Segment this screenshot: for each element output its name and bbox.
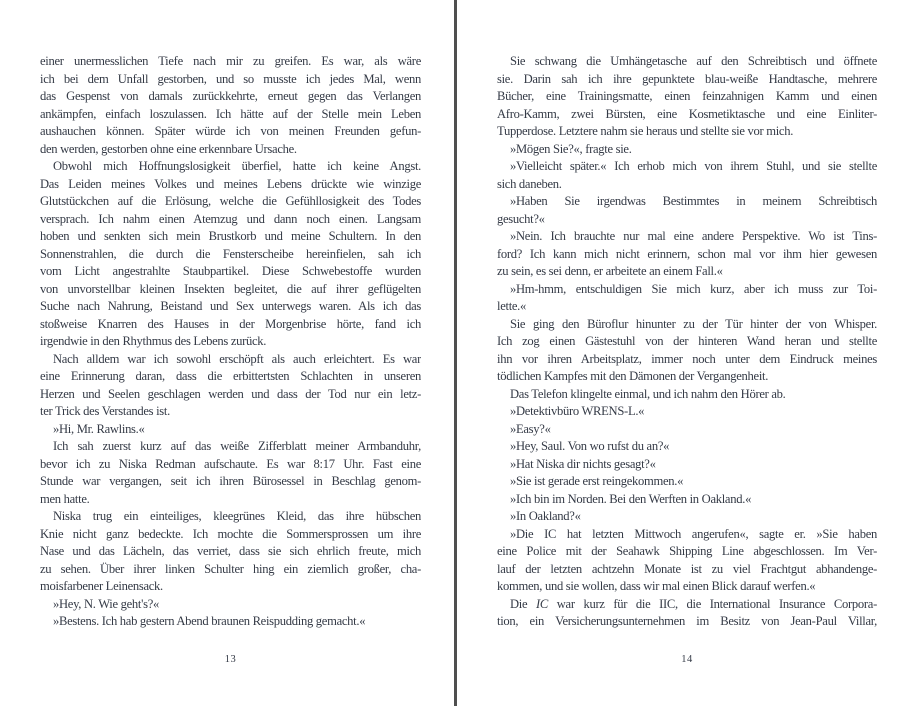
text-segment: ford? Ich kann mich nicht erinnern, schon mal vor ihm hier gewesen bbox=[497, 246, 877, 261]
text-line bbox=[497, 578, 877, 596]
text-line bbox=[497, 508, 877, 526]
text-line bbox=[40, 141, 421, 159]
text-line bbox=[40, 456, 421, 474]
text-segment: zu sehen. Über ihrer linken Schulter hing ein ziemlich großer, cha- bbox=[40, 561, 421, 576]
text-line bbox=[40, 316, 421, 334]
text-segment: »Nein. Ich brauchte nur mal eine andere Perspektive. Wo ist Tins- bbox=[510, 229, 877, 243]
text-segment: Das Leiden meines Volkes und meines Lebens drückte wie winzige bbox=[40, 176, 421, 191]
text-line bbox=[497, 473, 877, 491]
text-segment: Nase und das Lächeln, das verriet, dass sie sich ehrlich freute, mich bbox=[40, 544, 421, 558]
text-line bbox=[40, 351, 421, 369]
text-line bbox=[497, 193, 877, 211]
text-line bbox=[497, 71, 877, 89]
text-segment: tödlichen Kampfes mit den Dämonen der Vergangenheit. bbox=[497, 369, 769, 383]
text-segment: war kurz für die IIC, die International Insurance Corpora- bbox=[548, 596, 877, 611]
text-line bbox=[40, 211, 421, 229]
text-segment: »Hat Niska dir nichts gesagt?« bbox=[510, 456, 656, 471]
text-segment: »Hi, Mr. Rawlins.« bbox=[53, 421, 145, 436]
text-line bbox=[40, 176, 421, 194]
text-segment: das Gespenst von damals zurückkehrte, erneut gegen das Verlangen bbox=[40, 89, 421, 103]
text-segment: »Hm-hmm, entschuldigen Sie mich kurz, aber ich muss zur Toi- bbox=[510, 281, 877, 296]
text-segment: vom Licht angestrahlte Staubpartikel. Diese Schwebestoffe wurden bbox=[40, 264, 421, 278]
text-line bbox=[40, 561, 421, 579]
text-segment: Bücher, eine Trainingsmatte, einen feinzahnigen Kamm und einen bbox=[497, 89, 877, 103]
text-segment: men hatte. bbox=[40, 491, 90, 506]
text-segment: »Sie ist gerade erst reingekommen.« bbox=[510, 474, 684, 488]
text-line bbox=[40, 281, 421, 299]
text-line bbox=[497, 298, 877, 316]
text-line bbox=[40, 193, 421, 211]
text-segment: Ich zog einen Gästestuhl von der hinteren Wand heran und stellte bbox=[497, 334, 877, 348]
text-segment: Sie ging den Büroflur hinunter zu der Tür hinter der von Whisper. bbox=[510, 316, 877, 331]
text-segment: Herzen und Seelen geschlagen werden und dass der Tod nur ein letz- bbox=[40, 386, 421, 401]
text-line bbox=[40, 263, 421, 281]
text-line bbox=[497, 53, 877, 71]
text-segment: »Die IC hat letzten Mittwoch angerufen«, sagte er. »Sie haben bbox=[510, 526, 877, 541]
text-line bbox=[40, 333, 421, 351]
text-segment: »Vielleicht später.« Ich erhob mich von ihrem Stuhl, und sie stellte bbox=[510, 159, 877, 173]
text-line bbox=[497, 438, 877, 456]
text-segment: ter Trick des Verstandes ist. bbox=[40, 404, 170, 418]
text-line bbox=[497, 88, 877, 106]
text-line bbox=[40, 596, 421, 614]
text-segment: versprach. Ich nahm einen Atemzug und dann noch einen. Langsam bbox=[40, 211, 421, 226]
text-line bbox=[40, 613, 421, 631]
text-segment: Afro-Kamm, zwei Bürsten, eine Kosmetiktasche und eine Einliter- bbox=[497, 106, 877, 121]
text-segment: Tupperdose. Letztere nahm sie heraus und stellte sie vor mich. bbox=[497, 124, 794, 138]
text-segment: bevor ich zu Niska Redman aufschaute. Es war 8:17 Uhr. Fast eine bbox=[40, 456, 421, 471]
text-segment: stoßweise Knarren des Hauses in der Morgenbrise hörte, fand ich bbox=[40, 316, 421, 331]
text-segment: ich bei dem Unfall gestorben, und so musste ich jedes Mal, wenn bbox=[40, 71, 421, 86]
text-line bbox=[497, 613, 877, 631]
text-segment: Ich sah zuerst kurz auf das weiße Zifferblatt meiner Armbanduhr, bbox=[53, 439, 421, 453]
text-line bbox=[497, 228, 877, 246]
text-line bbox=[40, 403, 421, 421]
text-line bbox=[40, 123, 421, 141]
text-segment: Knie nicht ganz bedeckte. Ich mochte die Sommersprossen um ihre bbox=[40, 526, 421, 541]
text-line bbox=[40, 158, 421, 176]
text-segment: einer unermesslichen Tiefe nach mir zu greifen. Es war, als wäre bbox=[40, 54, 421, 68]
text-segment: den werden, gestorben ohne eine erkennbare Ursache. bbox=[40, 141, 297, 156]
text-line bbox=[40, 106, 421, 124]
text-segment: »Mögen Sie?«, fragte sie. bbox=[510, 141, 632, 156]
text-segment: lette.« bbox=[497, 299, 527, 313]
text-line bbox=[40, 53, 421, 71]
text-line bbox=[40, 246, 421, 264]
text-segment: Nach alldem war ich sowohl erschöpft als auch erleichtert. Es war bbox=[53, 351, 421, 366]
text-line bbox=[497, 123, 877, 141]
text-segment: lauf der letzten achtzehn Monate ist zu viel Frachtgut abhandenge- bbox=[497, 561, 877, 576]
page-right-text bbox=[497, 53, 877, 631]
text-line bbox=[40, 386, 421, 404]
text-line bbox=[40, 438, 421, 456]
text-segment: Suche nach Nahrung, Beistand und Sex unterwegs waren. Als ich das bbox=[40, 299, 421, 313]
text-segment: »Detektivbüro WRENS-L.« bbox=[510, 404, 645, 418]
page-right bbox=[457, 0, 909, 706]
text-line bbox=[497, 281, 877, 299]
text-segment: Die bbox=[510, 596, 537, 611]
text-line bbox=[497, 368, 877, 386]
text-segment: »Hey, Saul. Von wo rufst du an?« bbox=[510, 439, 670, 453]
text-segment: tion, ein Versicherungsunternehmen im Besitz von Jean-Paul Villar, bbox=[497, 614, 877, 628]
text-segment: ankämpfen, einfach loszulassen. Ich hätte auf der Stelle mein Leben bbox=[40, 106, 421, 121]
text-line bbox=[40, 368, 421, 386]
text-line bbox=[40, 298, 421, 316]
text-segment: »Bestens. Ich hab gestern Abend braunen Reispudding gemacht.« bbox=[53, 614, 366, 628]
text-segment: Sie schwang die Umhängetasche auf den Schreibtisch und öffnete bbox=[510, 54, 877, 68]
text-segment: eine Police mit der Seahawk Shipping Line abgeschlossen. Im Ver- bbox=[497, 544, 877, 558]
text-segment: »Hey, N. Wie geht's?« bbox=[53, 596, 159, 611]
text-line bbox=[497, 351, 877, 369]
text-line bbox=[40, 578, 421, 596]
text-line bbox=[40, 71, 421, 89]
text-segment: »Haben Sie irgendwas Bestimmtes in meinem Schreibtisch bbox=[510, 194, 877, 208]
text-line bbox=[497, 543, 877, 561]
text-segment: »Ich bin im Norden. Bei den Werften in Oakland.« bbox=[510, 491, 752, 506]
text-segment: irgendwie in den Rhythmus des Lebens zurück. bbox=[40, 334, 267, 348]
text-line bbox=[40, 228, 421, 246]
text-line bbox=[497, 211, 877, 229]
text-line bbox=[40, 421, 421, 439]
page-left bbox=[0, 0, 454, 706]
page-left-text bbox=[40, 53, 421, 631]
text-line bbox=[497, 333, 877, 351]
text-segment: aushauchen können. Später würde ich von meinen Freunden gefun- bbox=[40, 124, 421, 138]
text-segment: zu sein, es sei denn, er arbeitete an einem Fall.« bbox=[497, 264, 723, 278]
text-segment: Niska trug ein einteiliges, kleegrünes Kleid, das ihre hübschen bbox=[53, 509, 421, 523]
text-line bbox=[497, 456, 877, 474]
text-line bbox=[497, 176, 877, 194]
text-line bbox=[40, 543, 421, 561]
text-segment: Sonnenstrahlen, die durch die Fensterscheibe hereinfielen, sah ich bbox=[40, 246, 421, 261]
text-segment: von unvorstellbar kleinen Insekten begleitet, die auf ihrer geflügelten bbox=[40, 281, 421, 296]
text-line bbox=[40, 88, 421, 106]
text-segment: Stunde war vergangen, seit ich ihren Bürosessel in Beschlag genom- bbox=[40, 474, 421, 488]
text-line bbox=[497, 421, 877, 439]
text-segment: Obwohl mich Hoffnungslosigkeit überfiel, hatte ich keine Angst. bbox=[53, 159, 421, 173]
text-segment: kommen, und sie wollen, dass wir mal einen Blick darauf werfen.« bbox=[497, 579, 816, 593]
text-line bbox=[497, 403, 877, 421]
text-segment: »In Oakland?« bbox=[510, 509, 581, 523]
text-line bbox=[40, 508, 421, 526]
text-segment: ihn vor ihren Arbeitsplatz, immer noch unter dem Eindruck meines bbox=[497, 351, 877, 366]
text-line bbox=[40, 473, 421, 491]
text-line bbox=[497, 141, 877, 159]
text-line bbox=[497, 316, 877, 334]
text-segment: gesucht?« bbox=[497, 211, 545, 226]
text-line bbox=[497, 526, 877, 544]
text-segment: Das Telefon klingelte einmal, und ich nahm den Hörer ab. bbox=[510, 386, 786, 401]
text-line bbox=[497, 246, 877, 264]
text-line bbox=[497, 491, 877, 509]
text-segment: eine Erinnerung daran, dass die erbittertsten Schlachten in unseren bbox=[40, 369, 421, 383]
text-segment: hoben und senkten sich mein Brustkorb und meine Schultern. In den bbox=[40, 229, 421, 243]
text-line bbox=[40, 491, 421, 509]
page-number: 13 bbox=[224, 654, 237, 665]
text-line bbox=[497, 106, 877, 124]
italic-text: IC bbox=[536, 596, 549, 611]
text-line bbox=[40, 526, 421, 544]
text-line bbox=[497, 158, 877, 176]
text-line bbox=[497, 561, 877, 579]
text-segment: »Easy?« bbox=[510, 421, 551, 436]
text-line bbox=[497, 386, 877, 404]
page-number: 14 bbox=[681, 654, 693, 665]
text-segment: moisfarbener Leinensack. bbox=[40, 579, 163, 593]
text-segment: sich daneben. bbox=[497, 176, 562, 191]
text-segment: Glutstückchen auf die Erlösung, welche die Gefühllosigkeit des Todes bbox=[40, 194, 421, 208]
text-segment: sie. Darin sah ich ihre gepunktete blau-weiße Handtasche, mehrere bbox=[497, 71, 877, 86]
text-line bbox=[497, 263, 877, 281]
text-line bbox=[497, 596, 877, 614]
